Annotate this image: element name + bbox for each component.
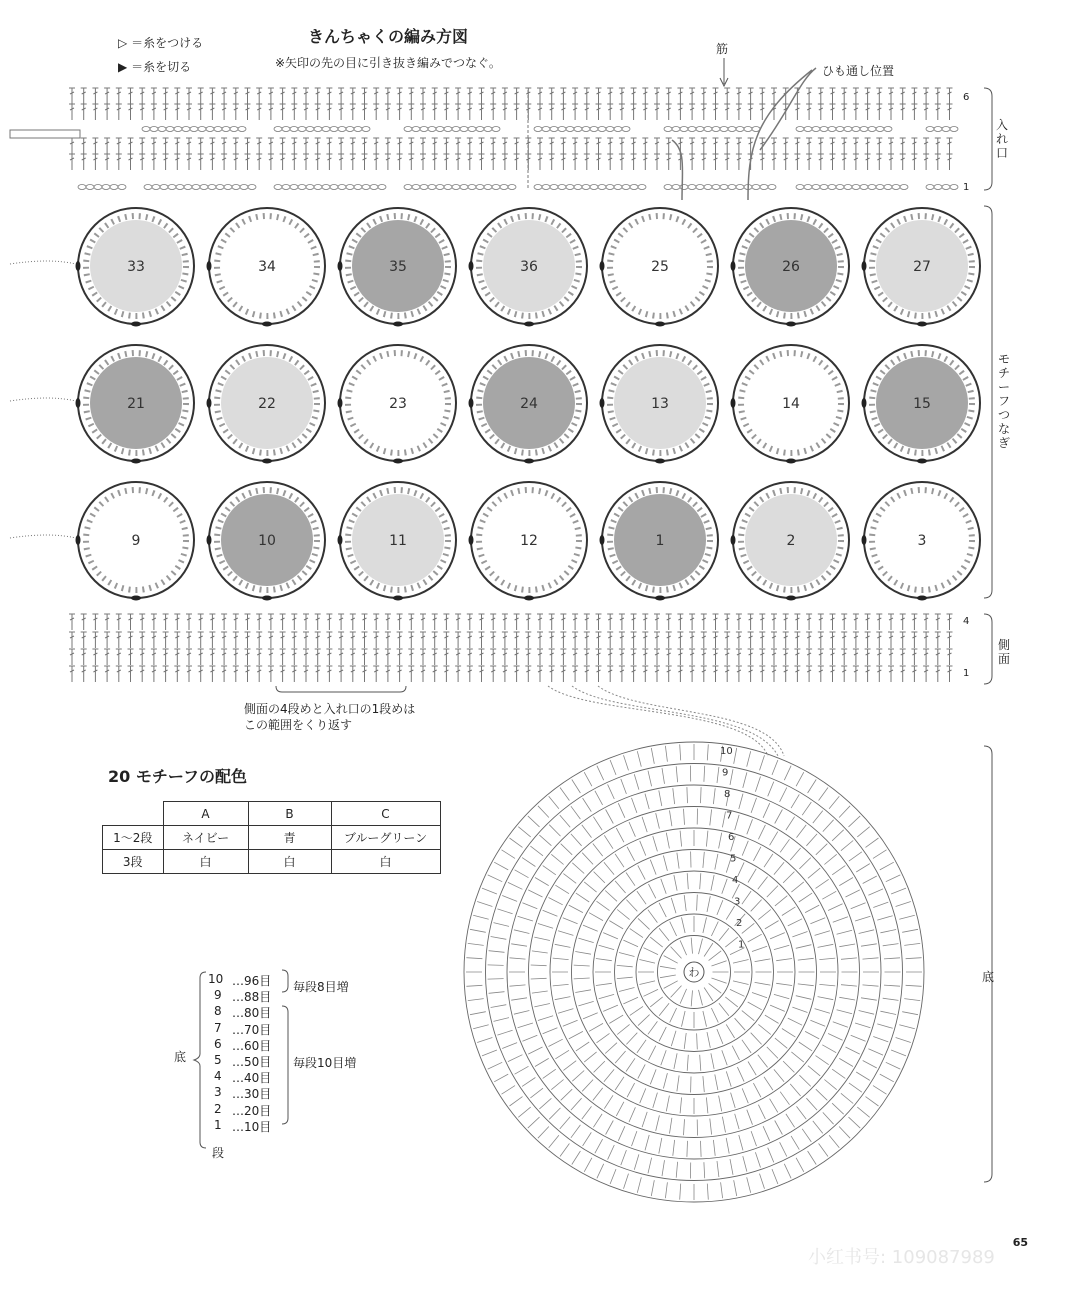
- table-cell: [103, 802, 164, 826]
- table-cell: 白: [163, 850, 248, 874]
- motif-join-mark: [655, 459, 665, 464]
- legend-attach-text: ＝糸をつける: [131, 36, 204, 50]
- motif-join-mark: [786, 459, 796, 464]
- motif-join-mark: [76, 535, 81, 545]
- motif-number: 11: [389, 533, 407, 549]
- soko-label: 底: [982, 970, 995, 984]
- base-round-count: …96目: [232, 974, 272, 988]
- motif-join-mark: [262, 459, 272, 464]
- motif-join-mark: [600, 261, 605, 271]
- motif-number: 35: [389, 259, 407, 275]
- base-bracket-left: [194, 972, 206, 1148]
- motif-number: 3: [917, 533, 927, 549]
- base-round-count: …88目: [232, 990, 272, 1005]
- motif-join-mark: [469, 261, 474, 271]
- motif-number: 1: [655, 533, 665, 549]
- base-round-number-label: 10: [208, 972, 224, 986]
- join-to-base-lines: [548, 686, 784, 756]
- increase-group-2: 毎段10目増: [293, 1056, 357, 1070]
- sokumen-label: 側面: [998, 638, 1011, 666]
- legend-cut-text: ＝糸を切る: [131, 60, 192, 74]
- diagram-title: きんちゃくの編み方図: [308, 27, 469, 46]
- motif-number: 2: [786, 533, 796, 549]
- motif-join-mark: [731, 261, 736, 271]
- opening-row-4: [69, 154, 953, 170]
- motif-number: 36: [520, 259, 538, 275]
- suji-label: 筋: [716, 42, 729, 56]
- motif-join-mark: [524, 596, 534, 601]
- table-cell: 青: [248, 826, 331, 850]
- table-cell: B: [248, 802, 331, 826]
- section-bracket-2: [984, 206, 992, 598]
- motif-join-mark: [524, 459, 534, 464]
- table-cell: 白: [248, 850, 331, 874]
- motif-join-mark: [207, 398, 212, 408]
- motif-join-mark: [862, 535, 867, 545]
- table-cell: ネイビー: [163, 826, 248, 850]
- motif-join-mark: [469, 535, 474, 545]
- motif-number: 12: [520, 533, 538, 549]
- table-cell: 3段: [103, 850, 164, 874]
- table-cell: C: [331, 802, 440, 826]
- motif-join-mark: [731, 535, 736, 545]
- motif-join-mark: [393, 459, 403, 464]
- color-table-title: 20 モチーフの配色: [108, 767, 248, 786]
- motif-join-mark: [131, 459, 141, 464]
- opening-row-3: [69, 138, 953, 154]
- table-cell: 1〜2段: [103, 826, 164, 850]
- base-round-number: 9: [722, 767, 729, 779]
- color-table: [102, 801, 441, 874]
- side-row-3: [69, 632, 953, 648]
- base-round-number: 3: [734, 896, 741, 908]
- base-round-number: 10: [720, 746, 733, 757]
- base-round-number: 4: [732, 875, 739, 886]
- base-round-count: …40目: [232, 1071, 272, 1086]
- motif-number: 34: [258, 259, 276, 275]
- base-rounds-unit: 段: [212, 1146, 225, 1160]
- repeat-note-1: 側面の4段めと入れ口の1段めは: [244, 702, 416, 716]
- motif-join-mark: [917, 596, 927, 601]
- motif-join-mark: [786, 596, 796, 601]
- drawstring-line: [10, 130, 80, 138]
- section-bracket-3: [984, 614, 992, 684]
- motif-join-mark: [338, 261, 343, 271]
- page-number: 65: [1012, 1236, 1028, 1249]
- section-bracket-4: [982, 746, 995, 1182]
- motif-join-mark: [731, 398, 736, 408]
- table-cell: 白: [331, 850, 440, 874]
- base-round-number-label: 6: [214, 1036, 222, 1051]
- base-round-count: …80目: [232, 1006, 272, 1021]
- base-round-number: 2: [736, 918, 743, 929]
- motif-join-mark: [917, 322, 927, 327]
- round-6-label: 6: [963, 92, 970, 103]
- motif-join-mark: [524, 322, 534, 327]
- base-round-count: …60目: [232, 1038, 272, 1053]
- motif-tsunagi-label: モチーフつなぎ: [998, 352, 1011, 450]
- color-table-header: [103, 802, 441, 826]
- motif-join-mark: [131, 322, 141, 327]
- motif-number: 13: [651, 396, 669, 412]
- base-round-count: …70目: [232, 1022, 272, 1037]
- suji-arrow: [720, 58, 728, 86]
- motif-join-mark: [655, 322, 665, 327]
- motif-number: 14: [782, 396, 800, 412]
- table-row: [103, 826, 441, 850]
- motif-join-mark: [917, 459, 927, 464]
- opening-row-1: [69, 88, 953, 104]
- base-round-count: …10目: [232, 1119, 272, 1134]
- base-round-number-label: 7: [214, 1020, 222, 1035]
- motif-join-mark: [76, 398, 81, 408]
- base-round-number-label: 8: [214, 1004, 222, 1019]
- opening-chain-row: [78, 185, 958, 190]
- motif-row-start-line: [10, 398, 76, 401]
- motif-join-mark: [262, 596, 272, 601]
- motif-join-mark: [862, 261, 867, 271]
- table-cell: A: [163, 802, 248, 826]
- base-round-number-label: 9: [214, 988, 222, 1003]
- motif-join-mark: [338, 535, 343, 545]
- motif-join-mark: [131, 596, 141, 601]
- motif-join-mark: [207, 535, 212, 545]
- group1-bracket: [282, 970, 288, 992]
- motif-join-mark: [600, 398, 605, 408]
- magic-ring-label: わ: [688, 966, 700, 979]
- motif-number: 27: [913, 259, 931, 275]
- side-row-4: [69, 614, 953, 630]
- group2-bracket: [282, 1006, 288, 1124]
- motif-number: 21: [127, 396, 145, 412]
- base-round-count: …50目: [232, 1055, 272, 1069]
- diagram-note: ※矢印の先の目に引き抜き編みでつなぐ。: [275, 56, 501, 70]
- base-round-number-label: 2: [214, 1101, 222, 1116]
- section-bracket-1: [984, 88, 992, 190]
- motif-number: 9: [131, 533, 141, 549]
- base-round-number: 5: [730, 853, 737, 865]
- motif-join-mark: [393, 596, 403, 601]
- repeat-range-bracket: [276, 686, 406, 692]
- motif-join-mark: [786, 322, 796, 327]
- filled-triangle-icon: ▶: [118, 60, 128, 74]
- motif-join-mark: [655, 596, 665, 601]
- motif-row-start-line: [10, 535, 76, 538]
- motif-number: 15: [913, 396, 931, 412]
- base-round-number: 8: [724, 789, 731, 800]
- ireguchi-label: 入れ口: [996, 118, 1009, 160]
- watermark: 小红书号: 109087989: [808, 1247, 995, 1268]
- motif-number: 10: [258, 533, 276, 549]
- base-round-number-label: 4: [214, 1069, 222, 1084]
- increase-group-1: 毎段8目増: [293, 980, 349, 994]
- motif-join-mark: [600, 535, 605, 545]
- himo-label: ひも通し位置: [822, 64, 895, 78]
- opening-row-2: [69, 104, 953, 120]
- motif-join-mark: [862, 398, 867, 408]
- table-row: [103, 850, 441, 874]
- base-round-number: 6: [728, 832, 735, 843]
- motif-number: 24: [520, 396, 538, 412]
- base-rounds-label: 底: [174, 1050, 187, 1064]
- repeat-note-2: この範囲をくり返す: [244, 718, 353, 732]
- base-round-count: …20目: [232, 1103, 272, 1118]
- side-row-2: [69, 649, 953, 665]
- base-round-number: 1: [738, 939, 745, 951]
- base-round-number: 7: [726, 810, 733, 822]
- base-round-number-label: 5: [214, 1053, 222, 1067]
- motif-join-mark: [76, 261, 81, 271]
- motif-join-mark: [338, 398, 343, 408]
- table-cell: ブルーグリーン: [331, 826, 440, 850]
- motif-join-mark: [469, 398, 474, 408]
- base-round-number-label: 3: [214, 1085, 222, 1100]
- motif-number: 26: [782, 259, 800, 275]
- motif-number: 23: [389, 396, 407, 412]
- base-round-count: …30目: [232, 1087, 272, 1102]
- motif-number: 33: [127, 259, 145, 275]
- motif-join-mark: [262, 322, 272, 327]
- motif-join-mark: [207, 261, 212, 271]
- round-1-label: 1: [963, 182, 970, 193]
- drawstring-chain-row: [142, 127, 958, 132]
- base-round-number-label: 1: [214, 1117, 222, 1132]
- motif-number: 22: [258, 396, 276, 412]
- open-triangle-icon: ▷: [118, 36, 128, 50]
- motif-row-start-line: [10, 261, 76, 264]
- motif-join-mark: [393, 322, 403, 327]
- side-row-1: [69, 666, 953, 682]
- motif-number: 25: [651, 259, 669, 275]
- side-round-1-label: 1: [963, 668, 970, 679]
- side-round-4-label: 4: [963, 616, 970, 627]
